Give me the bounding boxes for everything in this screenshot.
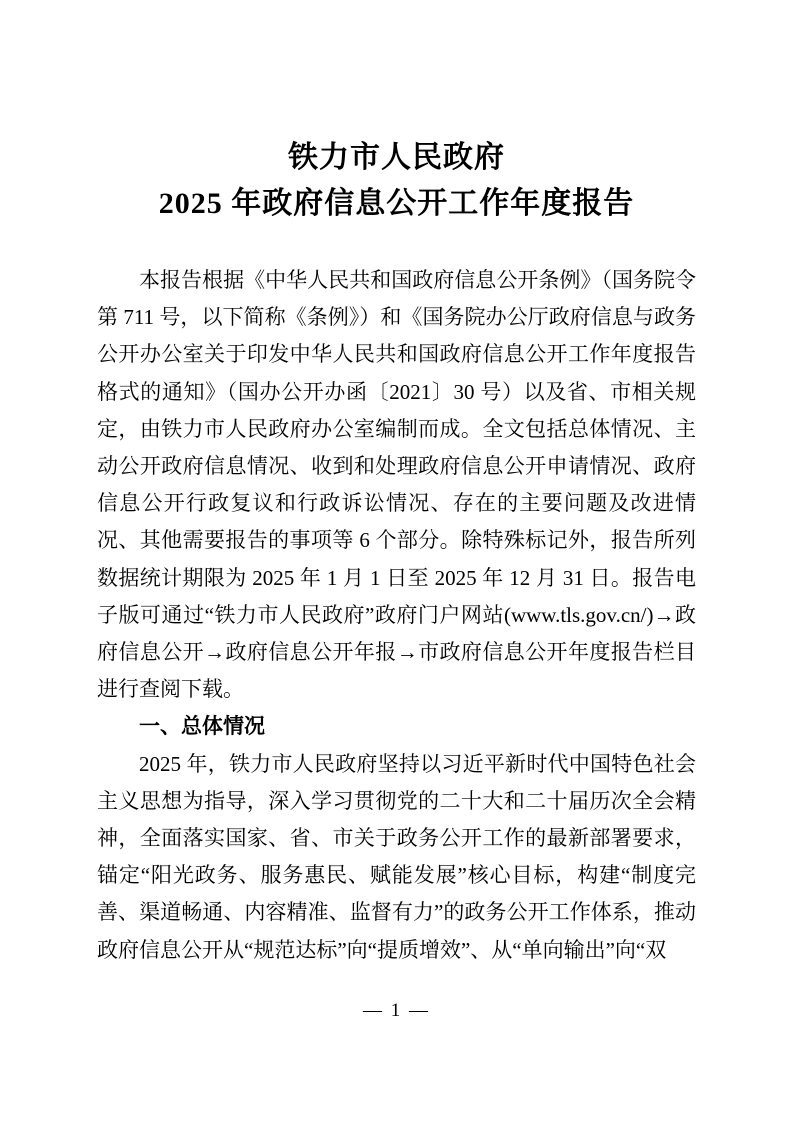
section-heading-overview: 一、总体情况	[139, 715, 265, 739]
intro-paragraph: 本报告根据《中华人民共和国政府信息公开条例》（国务院令第 711 号，以下简称《条例》）和《国务院办公厅政府信息与政务公开办公室关于印发中华人民共和国政府信息公开工作年度报告格式的通知》（国办公开办函〔2021〕30 号）以及省、市相关规定，由铁力市人民政府办公室编制而成。全文包括总体情况、主动公开政府信息情况、收到和处理政府信息公开申请情况、政府信息公开行政复议和行政诉讼情况、存在的主要问题及改进情况、其他需要报告的事项等 6 个部分。除特殊标记外，报告所列数据统计期限为 2025 年 1 月 1 日至 2025 年 12 月 31 日。报告电子版可通过“铁力市人民政府”政府门户网站(www.tls.gov.cn/)→政府信息公开→政府信息公开年报→市政府信息公开年度报告栏目进行查阅下载。	[97, 268, 696, 702]
document-title	[97, 0, 696, 227]
document-title-line-1: 铁力市人民政府	[288, 141, 505, 174]
page-number-footer: — 1 —	[363, 1000, 430, 1021]
overview-paragraph: 2025 年，铁力市人民政府坚持以习近平新时代中国特色社会主义思想为指导，深入学习贯彻党的二十大和二十届历次全会精神，全面落实国家、省、市关于政务公开工作的最新部署要求，锚定“阳光政务、服务惠民、赋能发展”核心目标，构建“制度完善、渠道畅通、内容精准、监督有力”的政务公开工作体系，推动政府信息公开从“规范达标”向“提质增效”、从“单向输出”向“双	[97, 751, 696, 962]
document-title-line-2: 2025 年政府信息公开工作年度报告	[158, 187, 635, 220]
